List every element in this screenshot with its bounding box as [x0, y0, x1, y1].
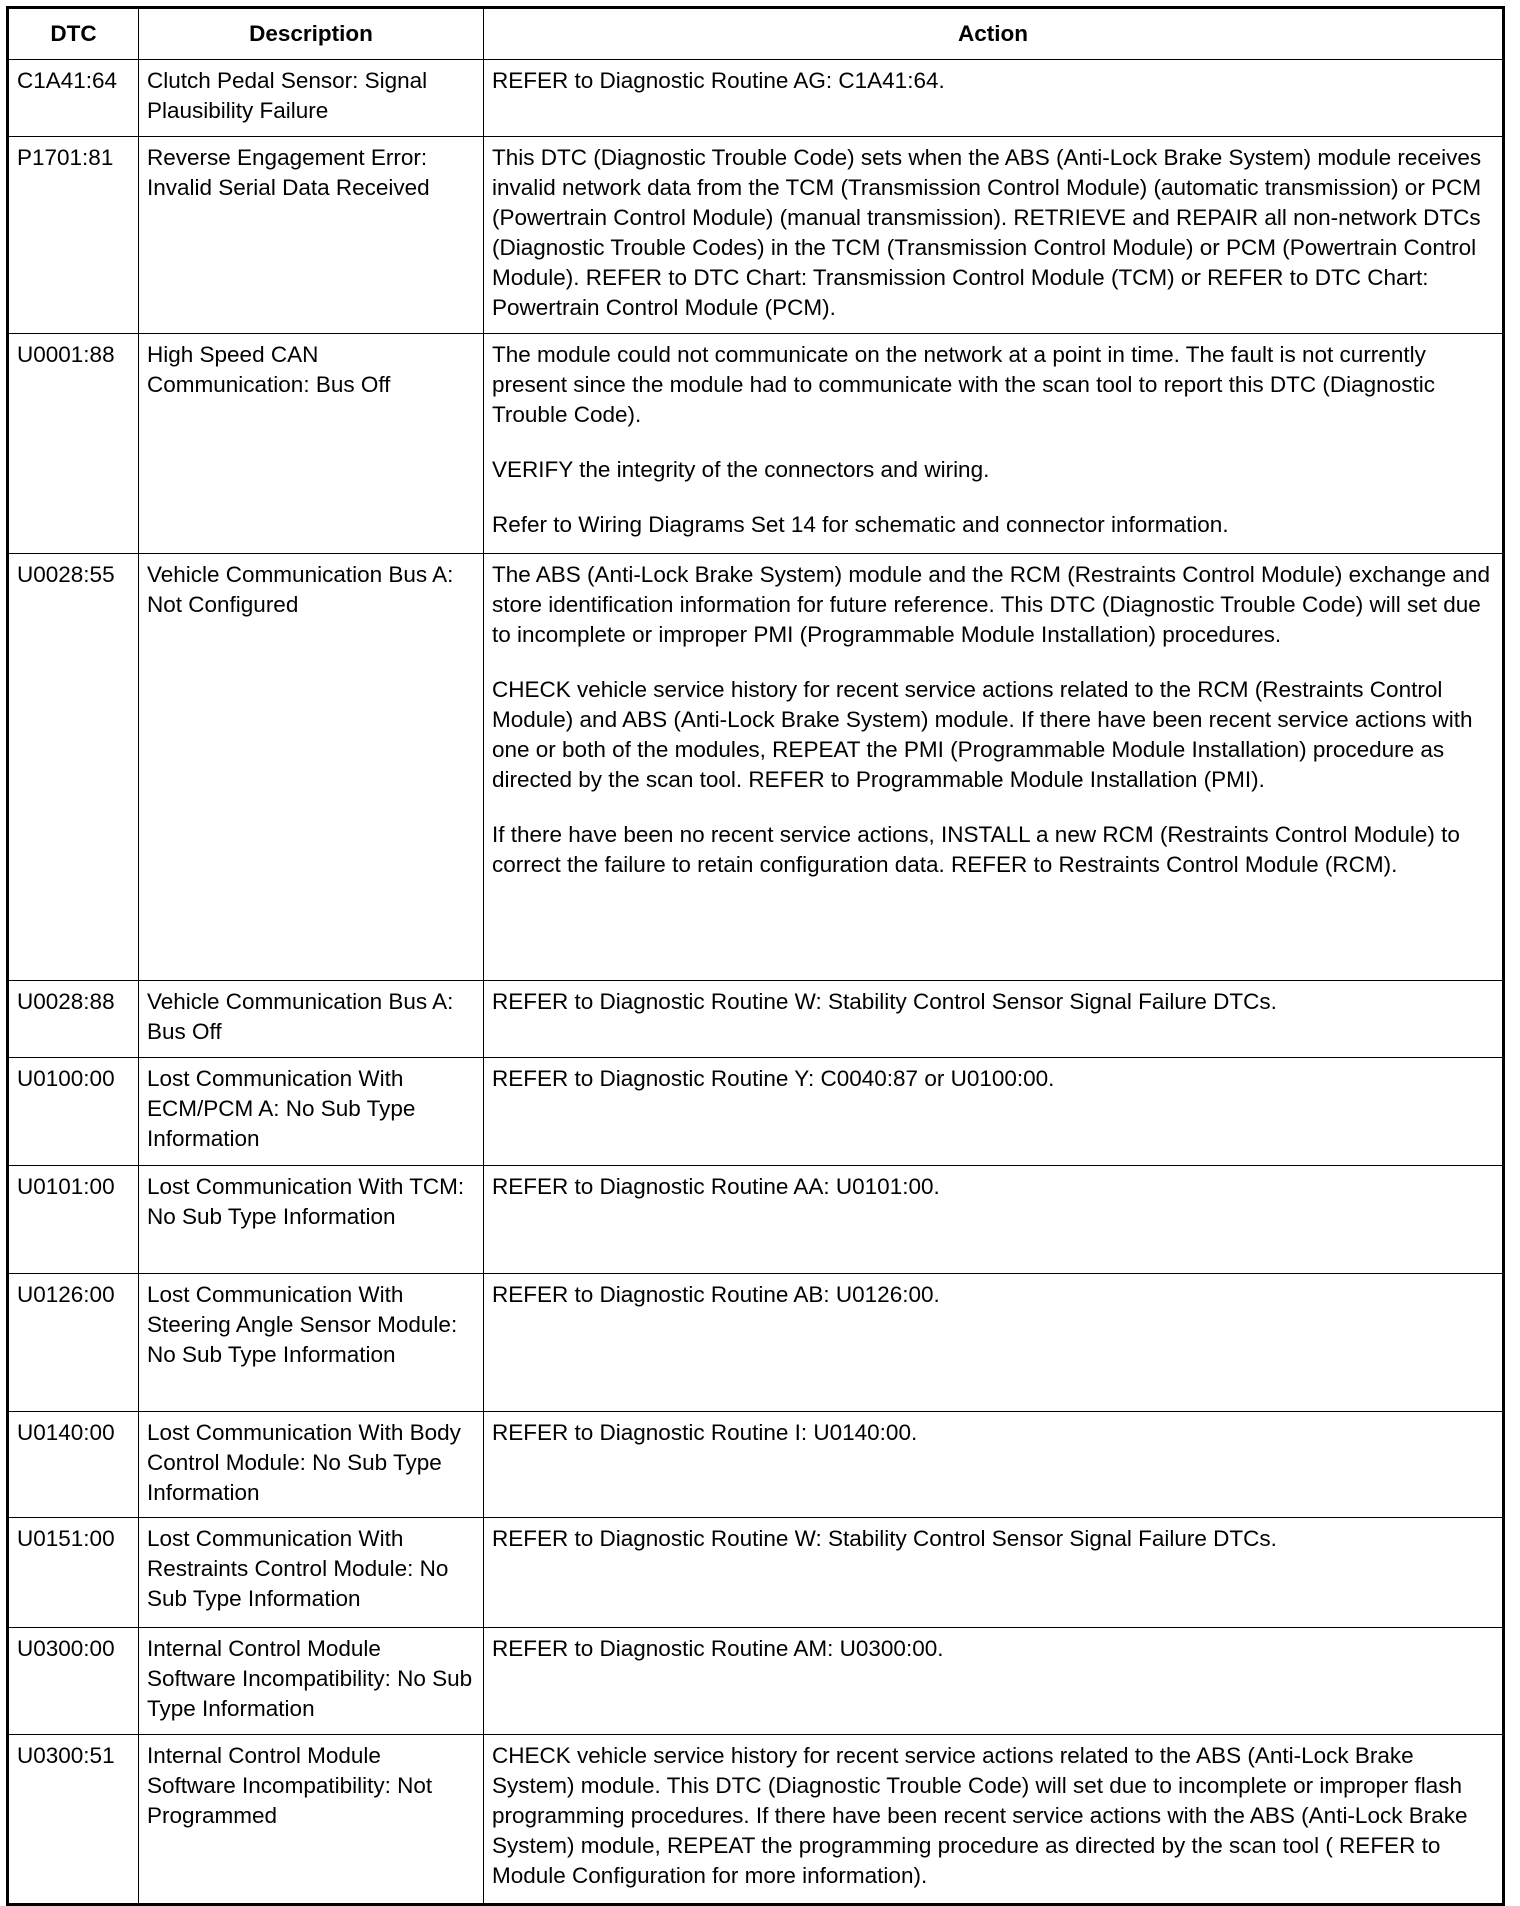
dtc-description: Clutch Pedal Sensor: Signal Plausibility Failure — [139, 60, 484, 137]
dtc-code: U0101:00 — [8, 1166, 139, 1274]
dtc-description: Lost Communication With TCM: No Sub Type Information — [139, 1166, 484, 1274]
table-row — [8, 1735, 1504, 1905]
dtc-description: Internal Control Module Software Incompatibility: Not Programmed — [139, 1735, 484, 1905]
dtc-code: U0140:00 — [8, 1412, 139, 1518]
table-row — [8, 1058, 1504, 1166]
table-row — [8, 1518, 1504, 1628]
dtc-action — [484, 1412, 1504, 1518]
dtc-code: C1A41:64 — [8, 60, 139, 137]
action-paragraph: REFER to Diagnostic Routine I: U0140:00. — [492, 1420, 918, 1445]
dtc-action — [484, 1735, 1504, 1905]
table-row — [8, 981, 1504, 1058]
dtc-action — [484, 981, 1504, 1058]
dtc-description: Lost Communication With Body Control Module: No Sub Type Information — [139, 1412, 484, 1518]
header-dtc: DTC — [8, 8, 139, 60]
action-paragraph: CHECK vehicle service history for recent service actions related to the ABS (Anti-Lock Brake System) module. This DTC (Diagnostic Trouble Code) will set due to incomplete or improper flash programming procedures. If there have been recent service actions with the ABS (Anti-Lock Brake System) module, REPEAT the programming procedure as directed by the scan tool ( REFER to Module Configuration for more information). — [492, 1743, 1468, 1888]
dtc-code: U0300:51 — [8, 1735, 139, 1905]
table-row — [8, 1274, 1504, 1412]
dtc-description: Lost Communication With Steering Angle Sensor Module: No Sub Type Information — [139, 1274, 484, 1412]
table-row — [8, 1412, 1504, 1518]
table-row — [8, 554, 1504, 981]
action-paragraph: This DTC (Diagnostic Trouble Code) sets when the ABS (Anti-Lock Brake System) module receives invalid network data from the TCM (Transmission Control Module) (automatic transmission) or PCM (Powertrain Control Module) (manual transmission). RETRIEVE and REPAIR all non-network DTCs (Diagnostic Trouble Codes) in the TCM (Transmission Control Module) or PCM (Powertrain Control Module). REFER to DTC Chart: Transmission Control Module (TCM) or REFER to DTC Chart: Powertrain Control Module (PCM). — [492, 145, 1482, 320]
dtc-description: Reverse Engagement Error: Invalid Serial Data Received — [139, 137, 484, 334]
dtc-description: Lost Communication With ECM/PCM A: No Sub Type Information — [139, 1058, 484, 1166]
dtc-action — [484, 1166, 1504, 1274]
dtc-code: U0028:88 — [8, 981, 139, 1058]
action-paragraph: Refer to Wiring Diagrams Set 14 for schematic and connector information. — [492, 512, 1229, 537]
dtc-code: P1701:81 — [8, 137, 139, 334]
dtc-description: Internal Control Module Software Incompatibility: No Sub Type Information — [139, 1628, 484, 1735]
dtc-action — [484, 60, 1504, 137]
dtc-table — [6, 6, 1505, 1906]
action-paragraph: REFER to Diagnostic Routine Y: C0040:87 or U0100:00. — [492, 1066, 1055, 1091]
dtc-action — [484, 554, 1504, 981]
action-paragraph: VERIFY the integrity of the connectors and wiring. — [492, 457, 990, 482]
table-row — [8, 137, 1504, 334]
dtc-action — [484, 1628, 1504, 1735]
table-row — [8, 1166, 1504, 1274]
table-row — [8, 334, 1504, 554]
action-paragraph: The ABS (Anti-Lock Brake System) module and the RCM (Restraints Control Module) exchange and store identification information for future reference. This DTC (Diagnostic Trouble Code) will set due to incomplete or improper PMI (Programmable Module Installation) procedures. — [492, 562, 1490, 647]
dtc-code: U0028:55 — [8, 554, 139, 981]
dtc-code: U0100:00 — [8, 1058, 139, 1166]
header-description: Description — [139, 8, 484, 60]
header-action: Action — [484, 8, 1504, 60]
action-paragraph: REFER to Diagnostic Routine W: Stability Control Sensor Signal Failure DTCs. — [492, 989, 1277, 1014]
table-row — [8, 60, 1504, 137]
action-paragraph: REFER to Diagnostic Routine W: Stability Control Sensor Signal Failure DTCs. — [492, 1526, 1277, 1551]
dtc-action — [484, 1058, 1504, 1166]
dtc-action — [484, 334, 1504, 554]
action-paragraph: REFER to Diagnostic Routine AA: U0101:00. — [492, 1174, 940, 1199]
dtc-description: Vehicle Communication Bus A: Bus Off — [139, 981, 484, 1058]
dtc-action — [484, 1274, 1504, 1412]
dtc-description: High Speed CAN Communication: Bus Off — [139, 334, 484, 554]
action-paragraph: REFER to Diagnostic Routine AB: U0126:00. — [492, 1282, 940, 1307]
action-paragraph: If there have been no recent service actions, INSTALL a new RCM (Restraints Control Module) to correct the failure to retain configuration data. REFER to Restraints Control Module (RCM). — [492, 822, 1460, 877]
action-paragraph: REFER to Diagnostic Routine AG: C1A41:64. — [492, 68, 945, 93]
dtc-code: U0300:00 — [8, 1628, 139, 1735]
action-paragraph: REFER to Diagnostic Routine AM: U0300:00. — [492, 1636, 944, 1661]
dtc-description: Vehicle Communication Bus A: Not Configured — [139, 554, 484, 981]
dtc-action — [484, 137, 1504, 334]
action-paragraph: The module could not communicate on the network at a point in time. The fault is not currently present since the module had to communicate with the scan tool to report this DTC (Diagnostic Trouble Code). — [492, 342, 1435, 427]
dtc-code: U0001:88 — [8, 334, 139, 554]
action-paragraph: CHECK vehicle service history for recent service actions related to the RCM (Restraints Control Module) and ABS (Anti-Lock Brake System) module. If there have been recent service actions with one or both of the modules, REPEAT the PMI (Programmable Module Installation) procedure as directed by the scan tool. REFER to Programmable Module Installation (PMI). — [492, 677, 1473, 792]
table-row — [8, 1628, 1504, 1735]
dtc-code: U0151:00 — [8, 1518, 139, 1628]
dtc-description: Lost Communication With Restraints Control Module: No Sub Type Information — [139, 1518, 484, 1628]
dtc-action — [484, 1518, 1504, 1628]
dtc-code: U0126:00 — [8, 1274, 139, 1412]
header-row — [8, 8, 1504, 60]
